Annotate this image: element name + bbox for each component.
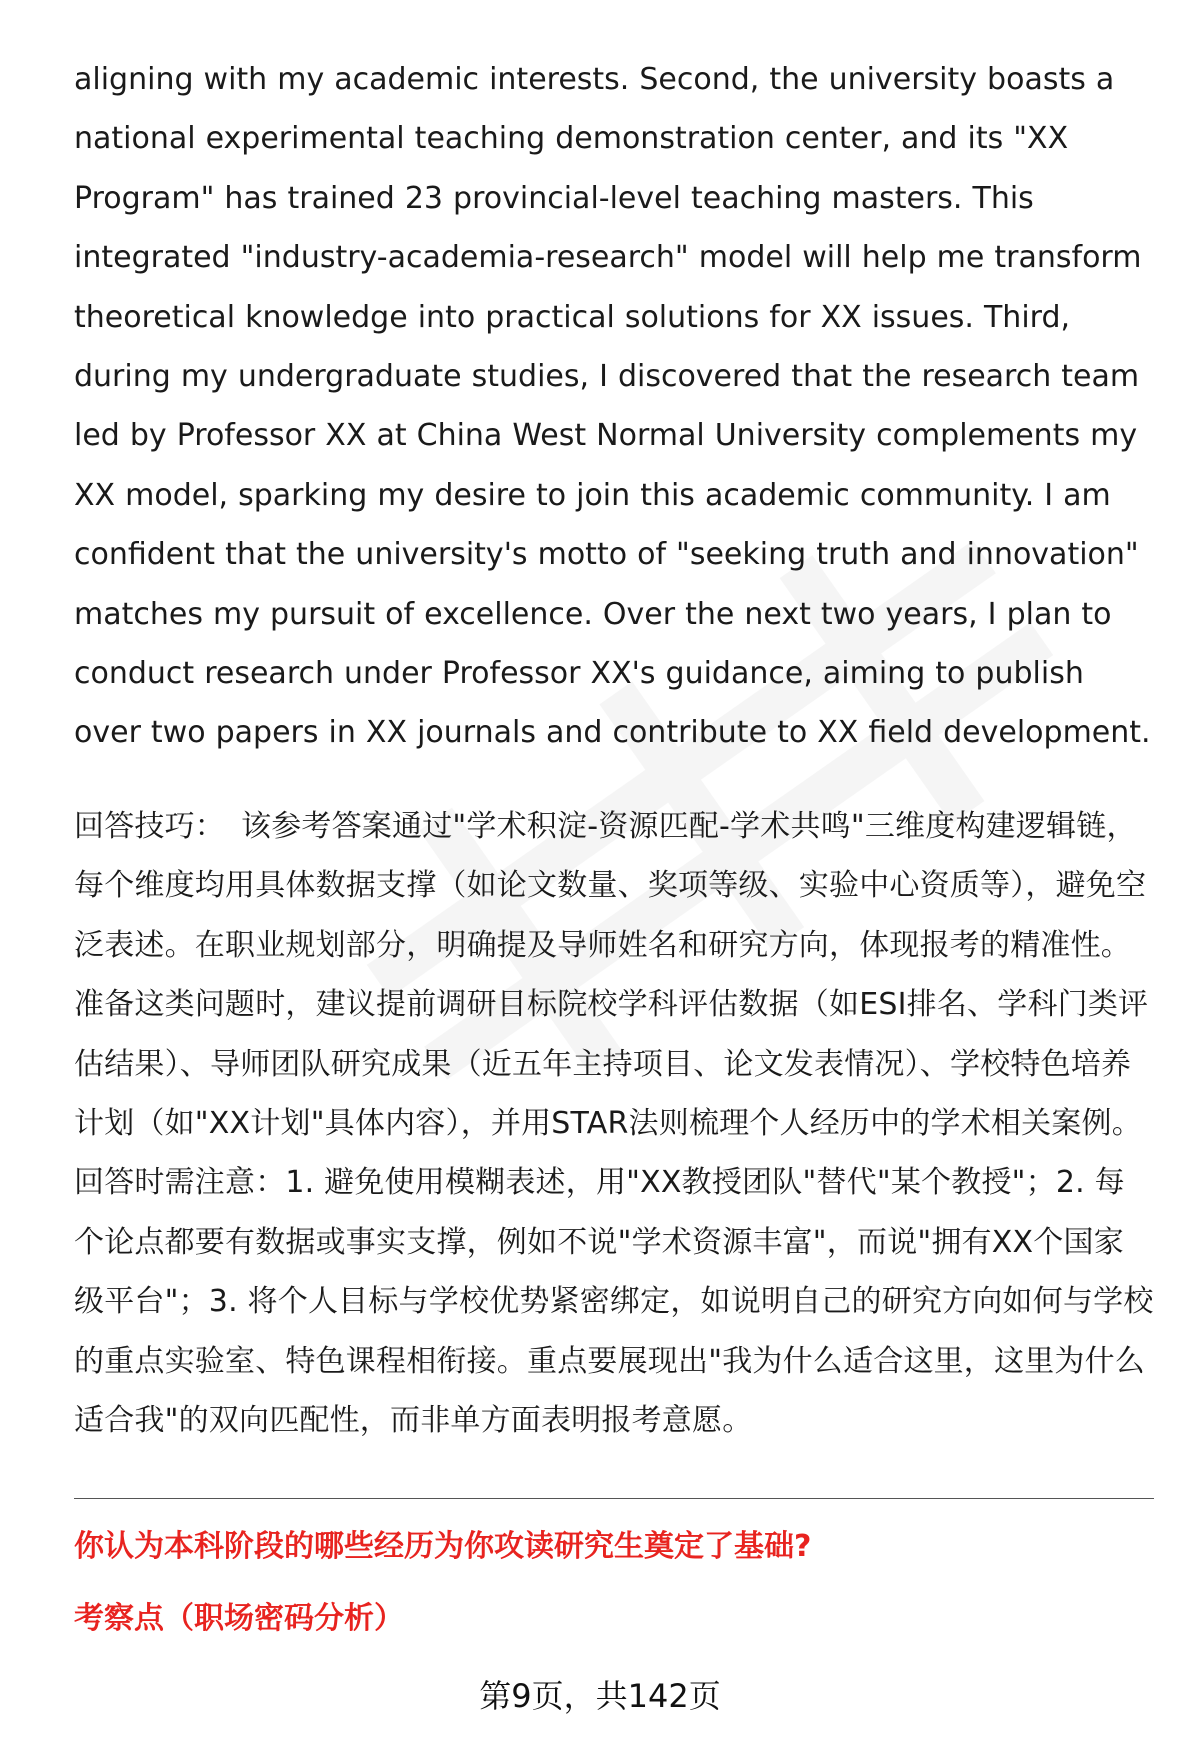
page-content: [74, 50, 1154, 1639]
tips-text: 该参考答案通过"学术积淀-资源匹配-学术共鸣"三维度构建逻辑链，每个维度均用具体数据支撑（如论文数量、奖项等级、实验中心资质等），避免空泛表述。在职业规划部分，明确提及导师姓名和研究方向，体现报考的精准性。准备这类问题时，建议提前调研目标院校学科评估数据（如ESI排名、学科门类评估结果）、导师团队研究成果（近五年主持项目、论文发表情况）、学校特色培养计划（如"XX计划"具体内容），并用STAR法则梳理个人经历中的学术相关案例。回答时需注意：1. 避免使用模糊表述，用"XX教授团队"替代"某个教授"；2. 每个论点都要有数据或事实支撑，例如不说"学术资源丰富"，而说"拥有XX个国家级平台"；3. 将个人目标与学校优势紧密绑定，如说明自己的研究方向如何与学校的重点实验室、特色课程相衔接。重点要展现出"我为什么适合这里，这里为什么适合我"的双向匹配性，而非单方面表明报考意愿。: [74, 808, 1154, 1438]
page-number-footer: 第9页，共142页: [479, 1677, 721, 1715]
tips-label: 回答技巧：: [74, 808, 225, 844]
question-heading: 你认为本科阶段的哪些经历为你攻读研究生奠定了基础?: [74, 1529, 812, 1565]
english-answer-paragraph: aligning with my academic interests. Second, the university boasts a national experimental teaching demonstration center, and its "XX Program" has trained 23 provincial-level teaching masters. This integrated "industry-academia-research" model will help me transform theoretical knowledge into practical solutions for XX issues. Third, during my undergraduate studies, I discovered that the research team led by Professor XX at China West Normal University complements my XX model, sparking my desire to join this academic community. I am confident that the university's motto of "seeking truth and innovation" matches my pursuit of excellence. Over the next two years, I plan to conduct research under Professor XX's guidance, aiming to publish over two papers in XX journals and contribute to XX field development.: [74, 62, 1151, 751]
examination-point-heading: 考察点（职场密码分析）: [74, 1601, 404, 1637]
answer-tips-paragraph: [74, 797, 1154, 1450]
section-divider: [74, 1498, 1154, 1499]
